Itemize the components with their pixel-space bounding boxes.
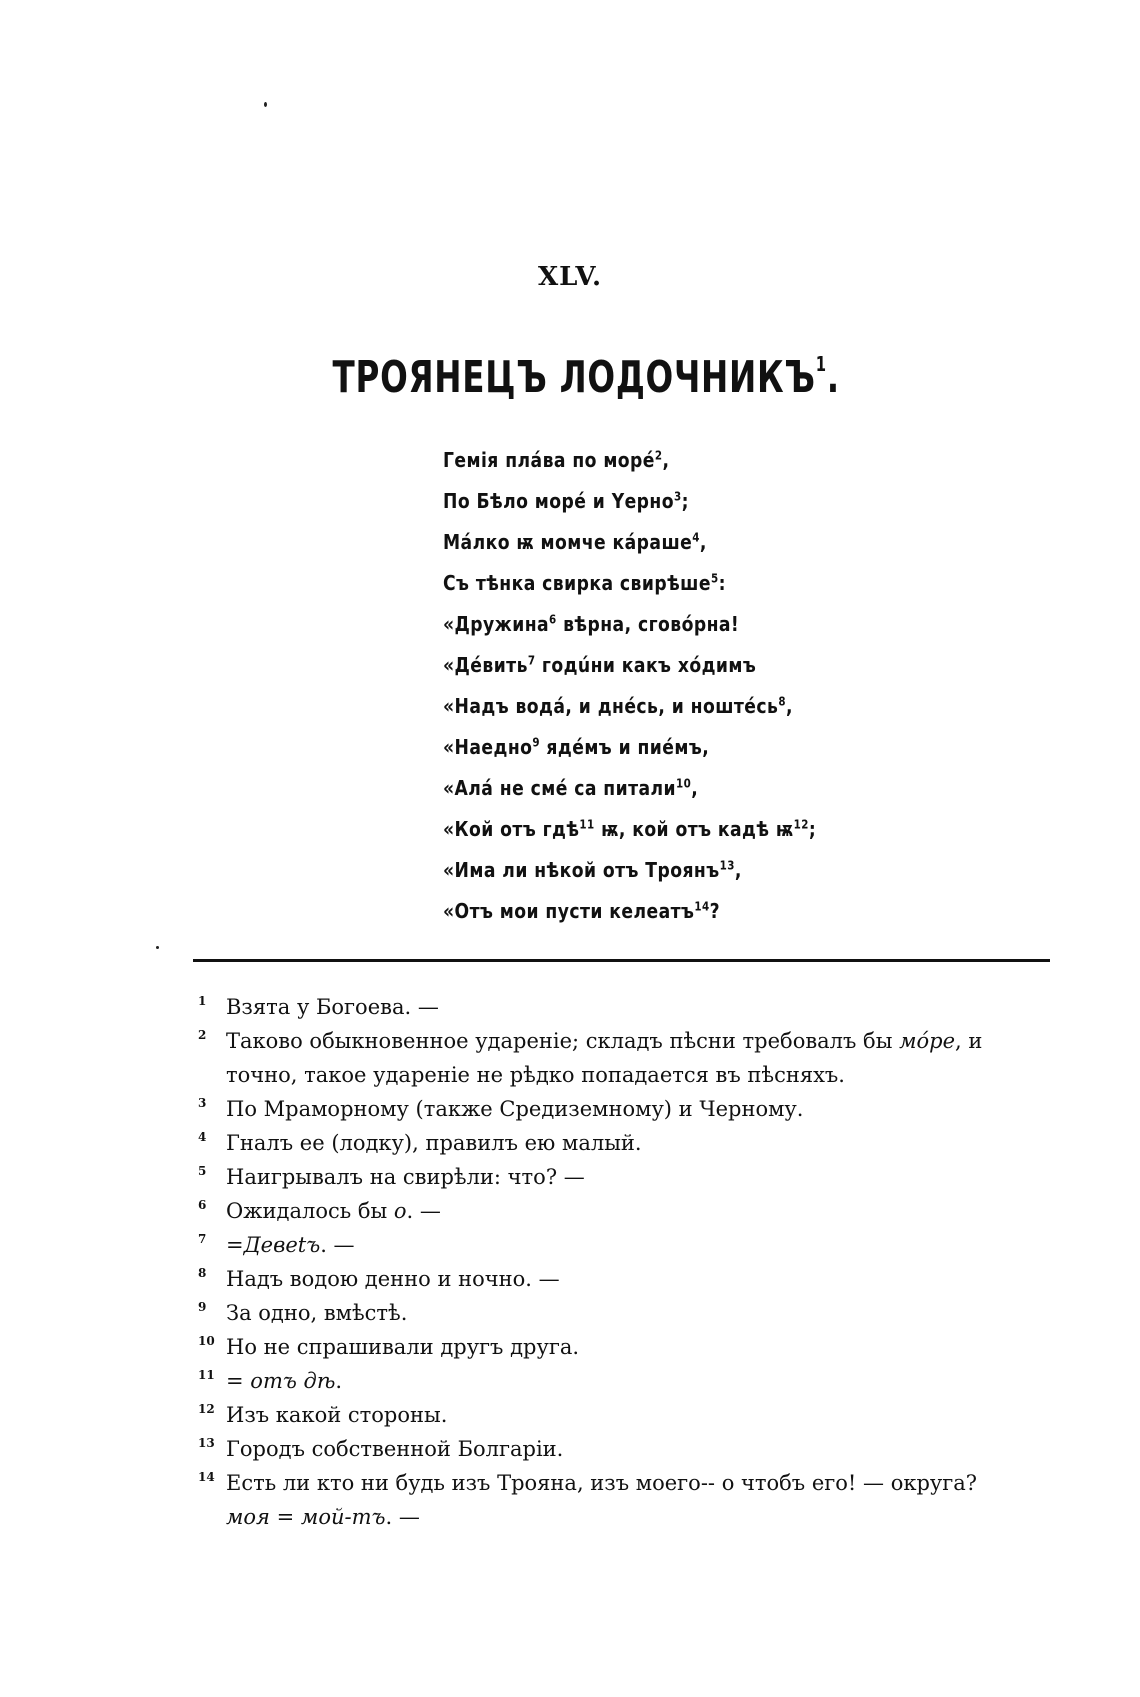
footnote: 12 Изъ какой стороны.	[198, 1402, 448, 1427]
footnote: 13 Городъ собственной Болгаріи.	[198, 1436, 564, 1461]
footnote: 8 Надъ водою денно и ночно. —	[198, 1266, 560, 1291]
verse-line: «Алá не смé са питали$^{10}$,	[443, 776, 699, 800]
footnote: 1 Взята у Богоева. —	[198, 994, 439, 1019]
verse	[443, 448, 877, 940]
verse-line: «Има ли нѣкой отъ Троянъ$^{13}$,	[443, 858, 742, 882]
footnote: 10 Но не спрашивали другъ друга.	[198, 1334, 580, 1359]
verse-line: «Дéвить$^7$ годúни какъ хóдимъ	[443, 653, 757, 677]
title-note-mark: 1	[815, 352, 827, 376]
footnote: 11 = отъ дѣ.	[198, 1368, 343, 1393]
footnote: 4 Гналъ ее (лодку), правилъ ею малый.	[198, 1130, 642, 1155]
footnotes	[198, 990, 1078, 1534]
verse-line: «Надъ водá, и днéсь, и ноштéсь$^8$,	[443, 694, 793, 718]
section-number: XLV.	[537, 262, 603, 292]
verse-line: «Кой отъ гдѣ$^{11}$ ѭ, кой отъ кадѣ $ѭ^{12}$;	[443, 817, 817, 841]
verse-line: Съ тѣнка свирка свирѣше$^5$:	[443, 571, 726, 595]
poem-title: ТРОЯНЕЦЪ ЛОДОЧНИКЪ$^1$.	[332, 352, 840, 403]
verse-line: По Бѣло морé и Үерно$^3$;	[443, 489, 689, 513]
footnote: 3 По Мраморному (также Средиземному) и Черному.	[198, 1096, 804, 1121]
footnote: 6 Ожидалось бы о. —	[198, 1198, 441, 1223]
verse-line: «Дружина$^6$ вѣрна, сговóрна!	[443, 612, 740, 636]
ink-speck	[264, 102, 267, 107]
verse-line: Гемія плáва по морé$^2$,	[443, 448, 670, 472]
verse-line: Мáлко ѭ момче кáраше$^4$,	[443, 530, 707, 554]
verse-line: «Наедно$^9$ ядéмъ и пиéмъ,	[443, 735, 710, 759]
footnote: 14 Есть ли кто ни будь изъ Трояна, изъ моего-- о чтобъ его! — округа? моя = мой-тъ. —	[198, 1470, 978, 1529]
poem-title-text: ТРОЯНЕЦЪ ЛОДОЧНИКЪ	[332, 352, 816, 403]
footnote-rule	[193, 959, 1050, 962]
footnote: 9 За одно, вмѣстѣ.	[198, 1300, 408, 1325]
ink-speck	[156, 946, 159, 949]
footnote: 5 Наигрывалъ на свирѣли: что? —	[198, 1164, 585, 1189]
footnote: 7 =Девеtъ. —	[198, 1232, 355, 1257]
verse-line: «Отъ мои пусти келеатъ$^{14}$?	[443, 899, 721, 923]
footnote: 2 Таково обыкновенное удареніе; складъ пѣсни требовалъ бы мóре, и точно, такое удареніе не рѣдко попадается въ пѣсняхъ.	[198, 1028, 983, 1087]
